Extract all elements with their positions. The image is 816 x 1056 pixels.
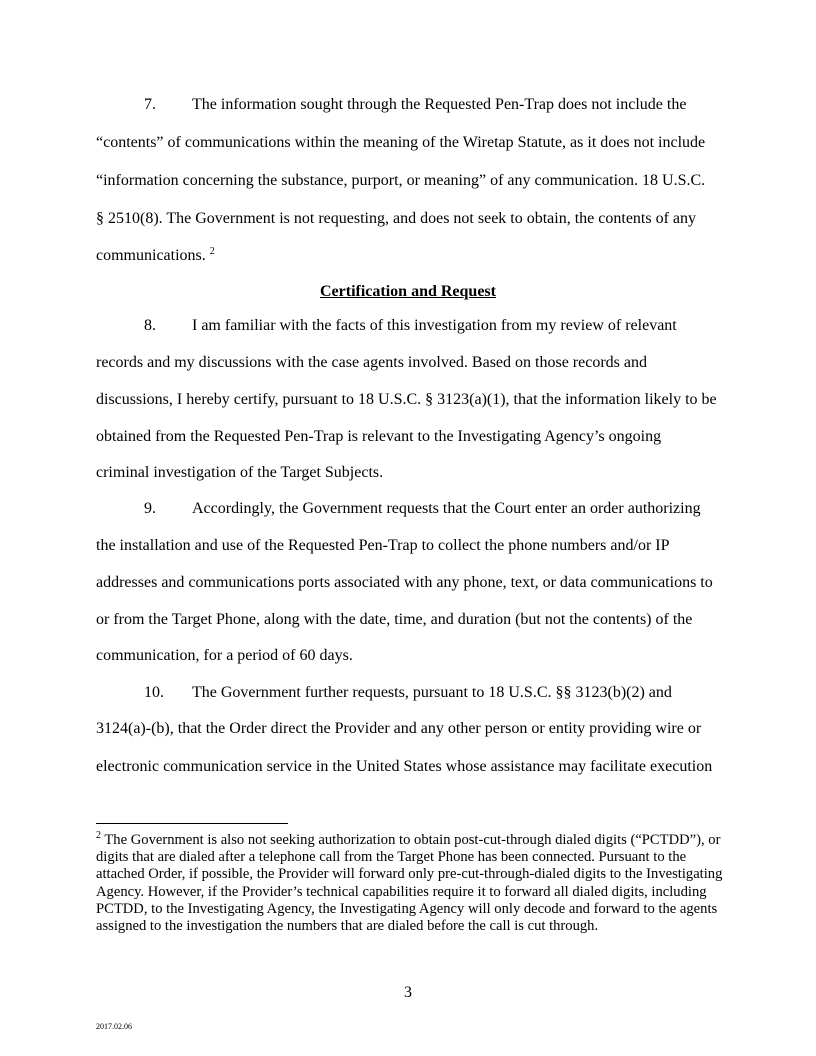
para9-line: communication, for a period of 60 days. — [96, 647, 353, 664]
para8-line: I am familiar with the facts of this investigation from my review of relevant — [192, 317, 677, 334]
para10-line: The Government further requests, pursuant to 18 U.S.C. §§ 3123(b)(2) and — [192, 684, 672, 701]
para9-line: Accordingly, the Government requests that the Court enter an order authorizing — [192, 500, 701, 517]
para7-line: “contents” of communications within the meaning of the Wiretap Statute, as it does not include — [96, 134, 706, 151]
para7-line-last — [96, 246, 215, 266]
para10-line: electronic communication service in the United States whose assistance may facilitate execution — [96, 758, 713, 775]
para8-line: criminal investigation of the Target Subjects. — [96, 464, 384, 481]
para9-line: or from the Target Phone, along with the date, time, and duration (but not the contents) of the — [96, 611, 693, 628]
para7-line: § 2510(8). The Government is not requesting, and does not seek to obtain, the contents of any — [96, 210, 697, 227]
footnote-marker: 2 — [96, 830, 101, 841]
para9-line: addresses and communications ports associated with any phone, text, or data communications to — [96, 574, 713, 591]
footnote-reference[interactable]: 2 — [209, 246, 215, 257]
para10-line: 3124(a)-(b), that the Order direct the Provider and any other person or entity providing wire or — [96, 720, 702, 737]
version-date: 2017.02.06 — [96, 1022, 132, 1031]
para7-number: 7. — [144, 96, 156, 113]
para8-number: 8. — [144, 317, 156, 334]
section-heading: Certification and Request — [320, 283, 496, 300]
footnote-separator — [96, 823, 288, 824]
para9-line: the installation and use of the Requested Pen-Trap to collect the phone numbers and/or IP — [96, 537, 670, 554]
para7-line: The information sought through the Requested Pen-Trap does not include the — [192, 96, 687, 113]
page-number: 3 — [404, 984, 412, 1001]
para8-line: discussions, I hereby certify, pursuant to 18 U.S.C. § 3123(a)(1), that the information likely to be — [96, 391, 717, 408]
para8-line: obtained from the Requested Pen-Trap is relevant to the Investigating Agency’s ongoing — [96, 428, 662, 445]
para9-number: 9. — [144, 500, 156, 517]
para10-number: 10. — [144, 684, 164, 701]
para7-line: “information concerning the substance, purport, or meaning” of any communication. 18 U.S.C. — [96, 172, 706, 189]
para7-last-text: communications. — [96, 247, 206, 264]
para8-line: records and my discussions with the case agents involved. Based on those records and — [96, 354, 647, 371]
footnote-text: The Government is also not seeking authorization to obtain post-cut-through dialed digits (“PCTDD”), or digits that are dialed after a telephone call from the Target Phone has been connected. Pursuant to the attached Order, if possible, the Provider will forward only pre-cut-through-dialed digits to the Investigating Agency. However, if the Provider’s technical capabilities require it to forward all dialed digits, including PCTDD, to the Investigating Agency, the Investigating Agency will only decode and forward to the agents assigned to the investigation the numbers that are dialed before the call is cut through. — [96, 832, 723, 935]
footnote — [96, 832, 726, 935]
